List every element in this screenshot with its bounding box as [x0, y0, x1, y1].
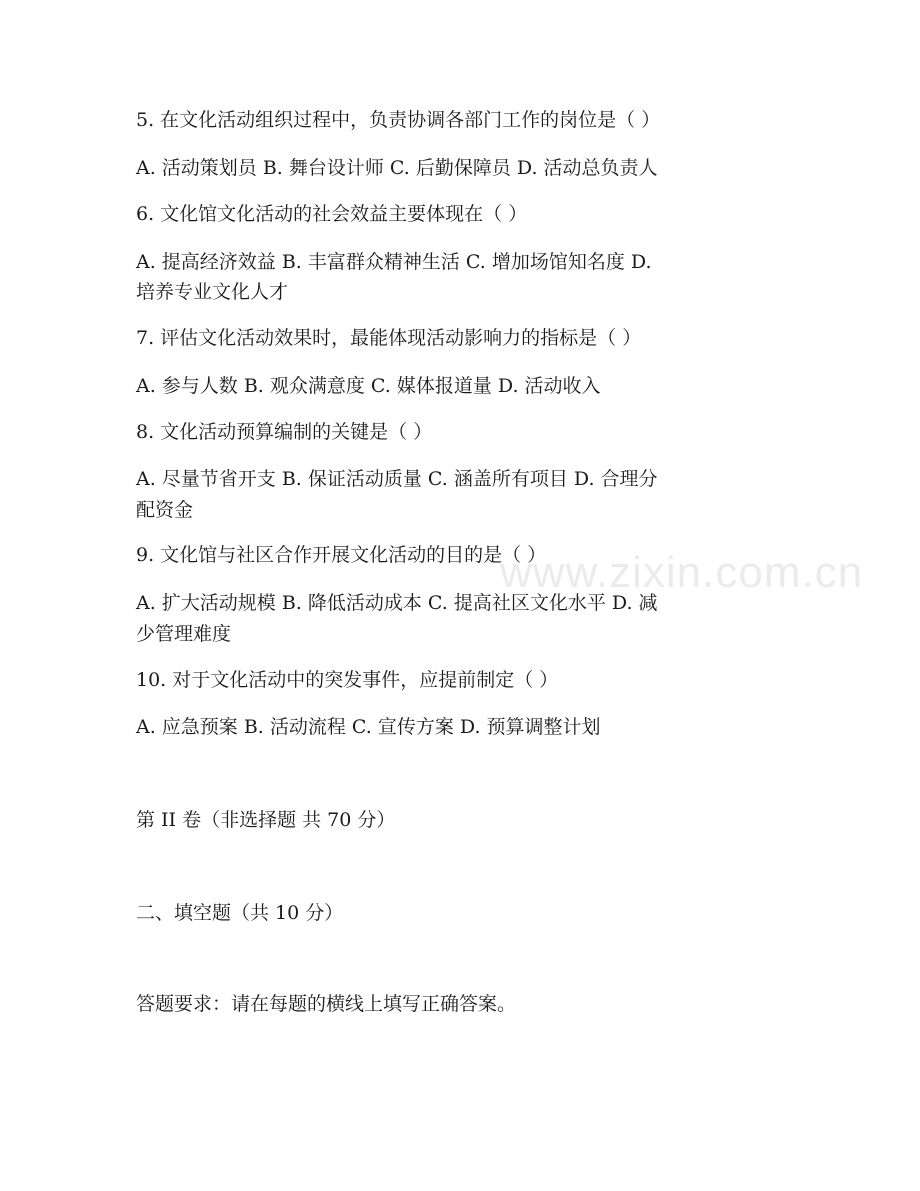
watermark-logo: www.zixin.com.cn: [500, 548, 864, 597]
question-8-options-line1: A. 尽量节省开支 B. 保证活动质量 C. 涵盖所有项目 D. 合理分: [136, 468, 658, 490]
question-10-options: A. 应急预案 B. 活动流程 C. 宣传方案 D. 预算调整计划: [136, 716, 601, 738]
question-8-options-line2: 配资金: [136, 499, 194, 521]
question-10: 10. 对于文化活动中的突发事件，应提前制定（ ）: [136, 669, 559, 691]
question-6-options-line1: A. 提高经济效益 B. 丰富群众精神生活 C. 增加场馆知名度 D.: [136, 251, 652, 273]
question-7-options: A. 参与人数 B. 观众满意度 C. 媒体报道量 D. 活动收入: [136, 375, 601, 397]
question-7: 7. 评估文化活动效果时，最能体现活动影响力的指标是（ ）: [136, 327, 642, 349]
question-8: 8. 文化活动预算编制的关键是（ ）: [136, 421, 433, 443]
question-9-options-line2: 少管理难度: [136, 623, 232, 645]
question-5: 5. 在文化活动组织过程中，负责协调各部门工作的岗位是（ ）: [136, 109, 661, 131]
section-title: 第 II 卷（非选择题 共 70 分）: [136, 809, 396, 831]
question-9-options-line1: A. 扩大活动规模 B. 降低活动成本 C. 提高社区文化水平 D. 减: [136, 592, 658, 614]
question-5-options: A. 活动策划员 B. 舞台设计师 C. 后勤保障员 D. 活动总负责人: [136, 157, 658, 179]
question-6-options-line2: 培养专业文化人才: [136, 281, 289, 303]
part-title: 二、填空题（共 10 分）: [136, 902, 344, 924]
question-9: 9. 文化馆与社区合作开展文化活动的目的是（ ）: [136, 544, 547, 566]
instruction-text: 答题要求：请在每题的横线上填写正确答案。: [136, 993, 517, 1015]
question-6: 6. 文化馆文化活动的社会效益主要体现在（ ）: [136, 203, 528, 225]
